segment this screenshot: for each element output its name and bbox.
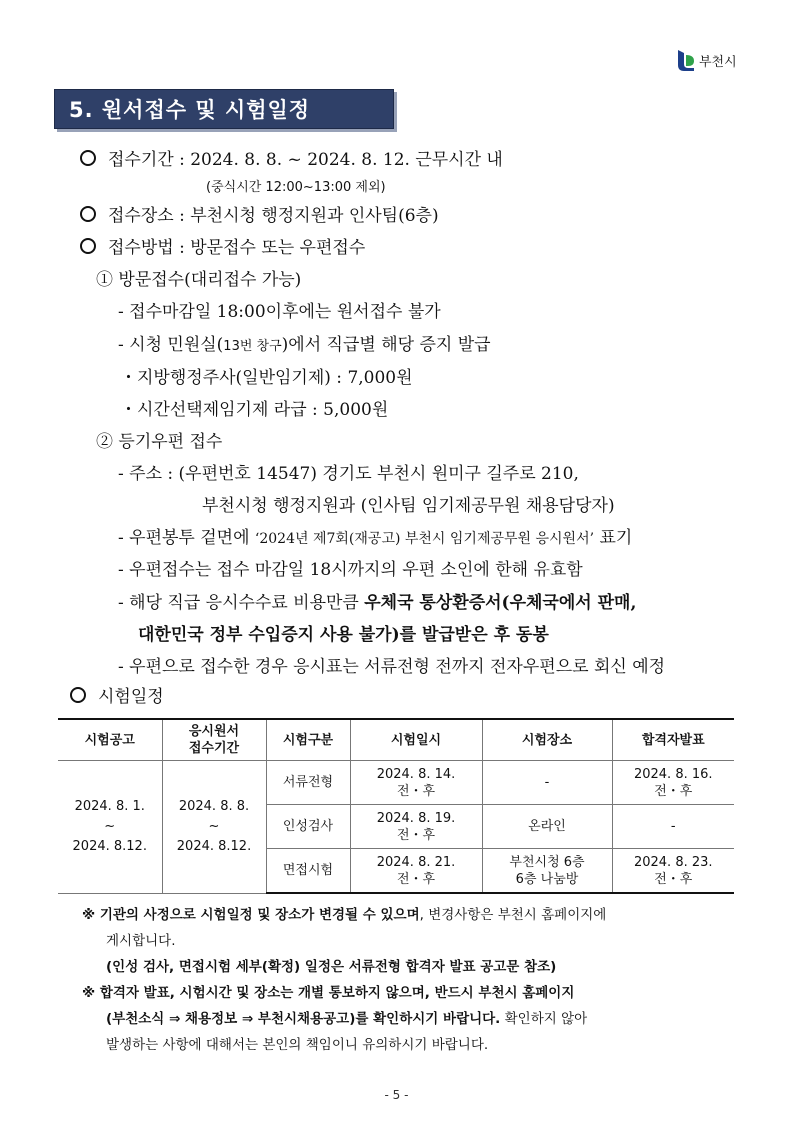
note-1-line-3: (인성 검사, 면접시험 세부(확정) 일정은 서류전형 합격자 발표 공고문 참조) [106, 959, 557, 975]
fee-bold-1: 우체국 통상환증서(우체국에서 판매, [364, 593, 637, 613]
header-notice-text: 시험공고 [84, 732, 135, 748]
header-application [162, 719, 266, 761]
envelope-line [118, 526, 632, 551]
lunch-note: (중식시간 12:00~13:00 제외) [206, 180, 386, 195]
result-text: - [670, 819, 676, 834]
note-2-line-3: 발생하는 사항에 대해서는 본인의 책임이니 유의하시기 바랍니다. [106, 1037, 489, 1053]
datetime-text: 2024. 8. 14. 전・후 [376, 766, 456, 799]
bucheon-logo [676, 48, 737, 72]
result-cell [612, 805, 734, 849]
datetime-cell [350, 849, 482, 894]
visit-item-2 [118, 333, 491, 359]
table-row [58, 761, 734, 805]
place-cell [482, 849, 612, 894]
table-header-row [58, 719, 734, 761]
period-text: 접수기간 : 2024. 8. 8. ~ 2024. 8. 12. 근무시간 내 [108, 150, 503, 170]
method-line [80, 236, 365, 260]
visit-item-2-counter: 13번 창구 [223, 339, 282, 354]
mail-reply-line: - 우편으로 접수한 경우 응시표는 서류전형 전까지 전자우편으로 회신 예정 [118, 657, 666, 677]
fee-bold-2: 대한민국 정부 수입증지 사용 불가)를 발급받은 후 동봉 [138, 625, 549, 645]
mail-address-2: 부천시청 행정지원과 (인사팀 임기제공무원 채용담당자) [202, 496, 615, 516]
type-cell [266, 805, 350, 849]
place-line [80, 204, 439, 228]
type-text: 면접시험 [282, 863, 334, 878]
circle-bullet-icon [70, 687, 86, 703]
place-text: 부천시청 6층 6층 나눔방 [509, 854, 585, 887]
visit-item-1: - 접수마감일 18:00이후에는 원서접수 불가 [118, 302, 441, 322]
header-datetime-text: 시험일시 [390, 732, 442, 748]
method-text: 접수방법 : 방문접수 또는 우편접수 [108, 238, 366, 258]
note-1-rest: , 변경사항은 부천시 홈페이지에 [419, 907, 607, 923]
circle-bullet-icon [80, 150, 96, 166]
header-result [612, 719, 734, 761]
note-1-line-2: 게시합니다. [106, 933, 176, 949]
header-datetime [350, 719, 482, 761]
mail-address-1: - 주소 : (우편번호 14547) 경기도 부천시 원미구 길주로 210, [118, 464, 579, 484]
place-cell [482, 805, 612, 849]
note-2-line-2 [106, 1006, 587, 1032]
result-cell [612, 761, 734, 805]
header-application-text: 응시원서 접수기간 [188, 724, 240, 756]
type-text: 인성검사 [282, 819, 334, 834]
application-period-cell [162, 761, 266, 894]
notice-period-cell [58, 761, 162, 894]
datetime-cell [350, 805, 482, 849]
header-notice [58, 719, 162, 761]
header-type [266, 719, 350, 761]
datetime-text: 2024. 8. 19. 전・후 [376, 810, 456, 843]
fee-item-2: ・시간선택제임기제 라급 : 5,000원 [120, 400, 389, 420]
type-text: 서류전형 [282, 775, 334, 790]
header-result-text: 합격자발표 [641, 732, 705, 748]
visit-title: ① 방문접수(대리접수 가능) [96, 270, 302, 290]
bucheon-logo-icon [676, 48, 696, 72]
logo-text: 부천시 [699, 54, 737, 70]
note-1-bold: ※ 기관의 사정으로 시험일정 및 장소가 변경될 수 있으며 [82, 907, 420, 923]
fee-item-1: ・지방행정주사(일반임기제) : 7,000원 [120, 368, 413, 388]
circle-bullet-icon [80, 206, 96, 222]
application-period-text: 2024. 8. 8. ~ 2024. 8.12. [176, 798, 252, 854]
note-2-line-1: ※ 합격자 발표, 시험시간 및 장소는 개별 통보하지 않으며, 반드시 부천시 홈페이지 [82, 985, 575, 1001]
header-place-text: 시험장소 [521, 732, 573, 748]
place-cell [482, 761, 612, 805]
circle-bullet-icon [80, 238, 96, 254]
place-text: - [544, 775, 550, 790]
note-1-line-1 [82, 902, 606, 928]
schedule-table [58, 718, 734, 894]
mail-title: ② 등기우편 접수 [96, 432, 223, 452]
result-cell [612, 849, 734, 894]
visit-item-2-pre: - 시청 민원실( [118, 335, 224, 355]
place-text: 온라인 [528, 819, 566, 834]
notice-period-text: 2024. 8. 1. ~ 2024. 8.12. [72, 798, 147, 854]
fee-line [118, 591, 636, 615]
note-2-rest: 확인하지 않아 [500, 1011, 588, 1027]
schedule-label: 시험일정 [98, 687, 164, 707]
datetime-text: 2024. 8. 21. 전・후 [376, 854, 456, 887]
header-place [482, 719, 612, 761]
period-line [80, 148, 503, 172]
page-number: - 5 - [384, 1088, 409, 1102]
type-cell [266, 761, 350, 805]
section-title: 5. 원서접수 및 시험일정 [54, 89, 394, 129]
fee-pre: - 해당 직급 응시수수료 비용만큼 [118, 593, 365, 613]
mail-valid-line: - 우편접수는 접수 마감일 18시까지의 우편 소인에 한해 유효함 [118, 560, 583, 580]
envelope-quote: ‘2024년 제7회(재공고) 부천시 임기제공무원 응시원서’ [254, 531, 595, 547]
schedule-label-line [70, 685, 164, 709]
envelope-pre: - 우편봉투 겉면에 [118, 528, 255, 548]
result-text: 2024. 8. 23. 전・후 [633, 854, 713, 887]
visit-item-2-post: )에서 직급별 해당 증지 발급 [281, 335, 491, 355]
place-text: 접수장소 : 부천시청 행정지원과 인사팀(6층) [108, 206, 439, 226]
header-type-text: 시험구분 [282, 732, 334, 748]
type-cell [266, 849, 350, 894]
envelope-post: 표기 [594, 528, 633, 548]
result-text: 2024. 8. 16. 전・후 [633, 766, 713, 799]
datetime-cell [350, 761, 482, 805]
note-2-bold: (부천소식 ⇒ 채용정보 ⇒ 부천시채용공고)를 확인하시기 바랍니다. [106, 1011, 501, 1027]
